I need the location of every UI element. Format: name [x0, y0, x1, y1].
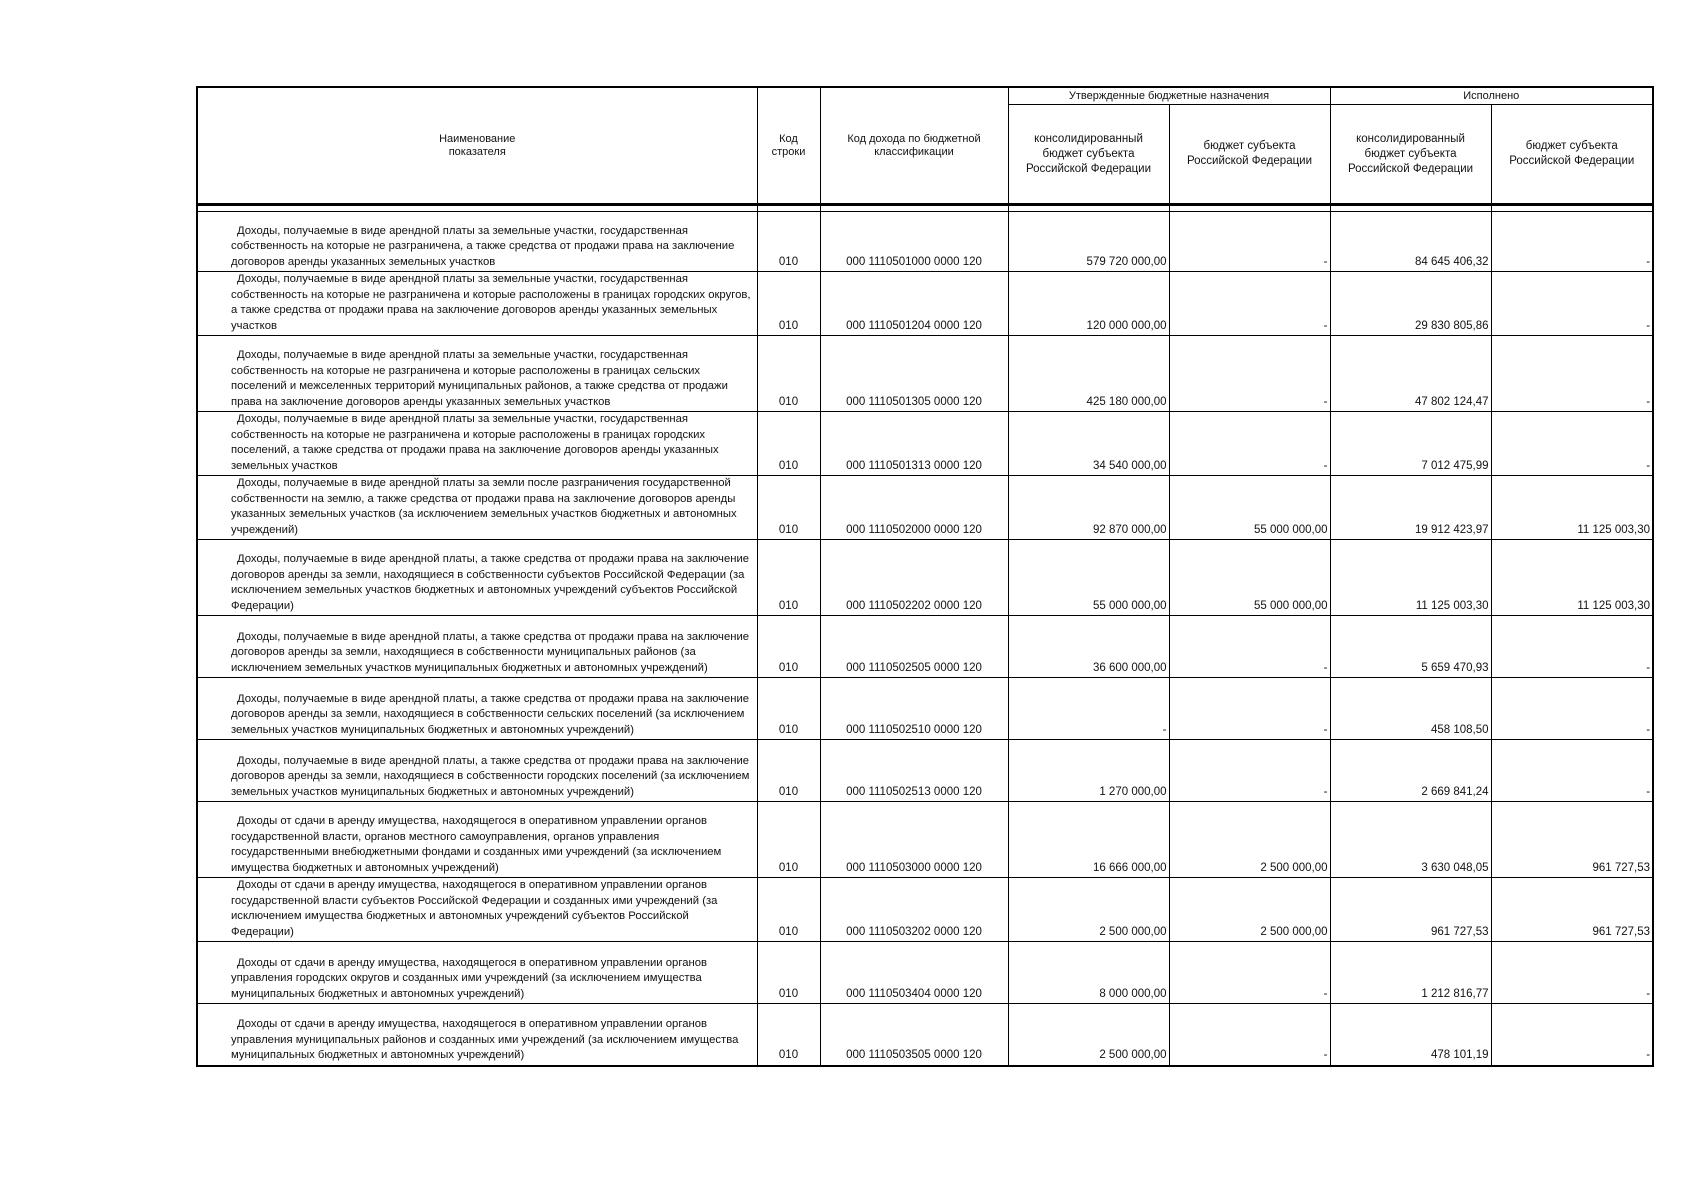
row-executed-consolidated: 47 802 124,47 — [1330, 336, 1491, 412]
table-row — [197, 212, 1653, 272]
table-row — [197, 878, 1653, 942]
row-approved-subject: - — [1169, 740, 1330, 802]
row-code: 010 — [757, 1004, 820, 1066]
row-approved-consolidated: - — [1008, 678, 1169, 740]
table-row — [197, 336, 1653, 412]
row-approved-consolidated: 34 540 000,00 — [1008, 412, 1169, 476]
row-name: Доходы, получаемые в виде арендной платы за земли после разграничения государственной собственности на землю, а также средства от продажи права на заключение договоров аренды указанных земельных участков (за исключением земельных участков бюджетных и автономных учреждений) — [197, 476, 757, 540]
row-approved-subject: - — [1169, 616, 1330, 678]
table-row — [197, 942, 1653, 1004]
header-col-code: Код строки — [757, 87, 820, 205]
row-classification-code: 000 1110502505 0000 120 — [820, 616, 1008, 678]
row-executed-consolidated: 3 630 048,05 — [1330, 802, 1491, 878]
row-name: Доходы от сдачи в аренду имущества, находящегося в оперативном управлении органов управления городских округов и созданных ими учреждений (за исключением имущества муниципальных бюджетных и автономных учреждений) — [197, 942, 757, 1004]
row-code: 010 — [757, 540, 820, 616]
table-body — [197, 205, 1653, 1066]
row-approved-consolidated: 36 600 000,00 — [1008, 616, 1169, 678]
row-executed-consolidated: 961 727,53 — [1330, 878, 1491, 942]
row-executed-subject: - — [1491, 412, 1653, 476]
row-name: Доходы, получаемые в виде арендной платы, а также средства от продажи права на заключение договоров аренды за земли, находящиеся в собственности муниципальных районов (за исключением земельных участков муниципальных бюджетных и автономных учреждений) — [197, 616, 757, 678]
row-approved-subject: 55 000 000,00 — [1169, 540, 1330, 616]
row-classification-code: 000 1110501305 0000 120 — [820, 336, 1008, 412]
row-approved-subject: - — [1169, 212, 1330, 272]
table-row — [197, 802, 1653, 878]
row-approved-subject: - — [1169, 942, 1330, 1004]
row-name: Доходы, получаемые в виде арендной платы за земельные участки, государственная собственность на которые не разграничена и которые расположены в границах городских округов, а также средства от продажи права на заключение договоров аренды указанных земельных участков — [197, 272, 757, 336]
table-row — [197, 1004, 1653, 1066]
row-classification-code: 000 1110503404 0000 120 — [820, 942, 1008, 1004]
header-group-approved: Утвержденные бюджетные назначения — [1008, 87, 1330, 105]
row-approved-consolidated: 16 666 000,00 — [1008, 802, 1169, 878]
row-executed-subject: 961 727,53 — [1491, 802, 1653, 878]
table-row — [197, 540, 1653, 616]
row-classification-code: 000 1110502513 0000 120 — [820, 740, 1008, 802]
header-col-executed-subject: бюджет субъекта Российской Федерации — [1491, 105, 1653, 205]
row-approved-subject: - — [1169, 272, 1330, 336]
header-group-executed: Исполнено — [1330, 87, 1653, 105]
row-code: 010 — [757, 802, 820, 878]
row-executed-subject: 11 125 003,30 — [1491, 540, 1653, 616]
row-executed-subject: - — [1491, 678, 1653, 740]
row-classification-code: 000 1110501204 0000 120 — [820, 272, 1008, 336]
row-approved-subject: 2 500 000,00 — [1169, 878, 1330, 942]
row-classification-code: 000 1110502510 0000 120 — [820, 678, 1008, 740]
row-code: 010 — [757, 878, 820, 942]
row-code: 010 — [757, 942, 820, 1004]
table-row — [197, 740, 1653, 802]
row-classification-code: 000 1110502000 0000 120 — [820, 476, 1008, 540]
row-executed-consolidated: 84 645 406,32 — [1330, 212, 1491, 272]
row-executed-consolidated: 2 669 841,24 — [1330, 740, 1491, 802]
row-executed-subject: - — [1491, 336, 1653, 412]
row-executed-consolidated: 7 012 475,99 — [1330, 412, 1491, 476]
row-name: Доходы, получаемые в виде арендной платы за земельные участки, государственная собственность на которые не разграничена, а также средства от продажи права на заключение договоров аренды указанных земельных участков — [197, 212, 757, 272]
row-classification-code: 000 1110501000 0000 120 — [820, 212, 1008, 272]
row-code: 010 — [757, 616, 820, 678]
row-executed-subject: - — [1491, 212, 1653, 272]
row-name: Доходы, получаемые в виде арендной платы, а также средства от продажи права на заключение договоров аренды за земли, находящиеся в собственности субъектов Российской Федерации (за исключением земельных участков бюджетных и автономных учреждений субъектов Российской Федерации) — [197, 540, 757, 616]
row-approved-consolidated: 1 270 000,00 — [1008, 740, 1169, 802]
row-approved-subject: - — [1169, 678, 1330, 740]
row-executed-consolidated: 478 101,19 — [1330, 1004, 1491, 1066]
row-name: Доходы от сдачи в аренду имущества, находящегося в оперативном управлении органов управления муниципальных районов и созданных ими учреждений (за исключением имущества муниципальных бюджетных и автономных учреждений) — [197, 1004, 757, 1066]
header-col-approved-subject: бюджет субъекта Российской Федерации — [1169, 105, 1330, 205]
row-approved-consolidated: 8 000 000,00 — [1008, 942, 1169, 1004]
row-code: 010 — [757, 212, 820, 272]
table-header — [197, 87, 1653, 205]
header-col-classif: Код дохода по бюджетной классификации — [820, 87, 1008, 205]
row-approved-subject: - — [1169, 1004, 1330, 1066]
row-approved-consolidated: 92 870 000,00 — [1008, 476, 1169, 540]
row-approved-consolidated: 120 000 000,00 — [1008, 272, 1169, 336]
row-classification-code: 000 1110501313 0000 120 — [820, 412, 1008, 476]
row-approved-subject: 2 500 000,00 — [1169, 802, 1330, 878]
row-executed-subject: 961 727,53 — [1491, 878, 1653, 942]
header-col-approved-consolidated: консолидированный бюджет субъекта Российской Федерации — [1008, 105, 1169, 205]
row-executed-consolidated: 19 912 423,97 — [1330, 476, 1491, 540]
row-executed-consolidated: 1 212 816,77 — [1330, 942, 1491, 1004]
table-row — [197, 476, 1653, 540]
row-code: 010 — [757, 272, 820, 336]
row-name: Доходы, получаемые в виде арендной платы за земельные участки, государственная собственность на которые не разграничена и которые расположены в границах городских поселений, а также средства от продажи права на заключение договоров аренды указанных земельных участков — [197, 412, 757, 476]
row-approved-consolidated: 2 500 000,00 — [1008, 878, 1169, 942]
row-approved-consolidated: 579 720 000,00 — [1008, 212, 1169, 272]
row-code: 010 — [757, 678, 820, 740]
row-name: Доходы, получаемые в виде арендной платы, а также средства от продажи права на заключение договоров аренды за земли, находящиеся в собственности городских поселений (за исключением земельных участков муниципальных бюджетных и автономных учреждений) — [197, 740, 757, 802]
row-name: Доходы от сдачи в аренду имущества, находящегося в оперативном управлении органов государственной власти субъектов Российской Федерации и созданных ими учреждений (за исключением имущества бюджетных и автономных учреждений субъектов Российской Федерации) — [197, 878, 757, 942]
row-executed-subject: - — [1491, 942, 1653, 1004]
table-row — [197, 412, 1653, 476]
table-row — [197, 678, 1653, 740]
row-name: Доходы от сдачи в аренду имущества, находящегося в оперативном управлении органов государственной власти, органов местного самоуправления, органов управления государственными внебюджетными фондами и созданных ими учреждений (за исключением имущества бюджетных и автономных учреждений) — [197, 802, 757, 878]
row-approved-subject: 55 000 000,00 — [1169, 476, 1330, 540]
table-row — [197, 616, 1653, 678]
table-row — [197, 272, 1653, 336]
header-col-name: Наименование показателя — [197, 87, 757, 205]
row-code: 010 — [757, 476, 820, 540]
row-executed-consolidated: 458 108,50 — [1330, 678, 1491, 740]
header-col-executed-consolidated: консолидированный бюджет субъекта Российской Федерации — [1330, 105, 1491, 205]
row-executed-consolidated: 11 125 003,30 — [1330, 540, 1491, 616]
revenue-report-table — [196, 86, 1654, 1067]
row-executed-subject: - — [1491, 740, 1653, 802]
row-executed-subject: - — [1491, 272, 1653, 336]
header-gap-row — [197, 205, 1653, 212]
row-executed-consolidated: 5 659 470,93 — [1330, 616, 1491, 678]
row-approved-consolidated: 55 000 000,00 — [1008, 540, 1169, 616]
row-approved-consolidated: 425 180 000,00 — [1008, 336, 1169, 412]
row-classification-code: 000 1110502202 0000 120 — [820, 540, 1008, 616]
row-classification-code: 000 1110503505 0000 120 — [820, 1004, 1008, 1066]
row-approved-subject: - — [1169, 412, 1330, 476]
row-classification-code: 000 1110503000 0000 120 — [820, 802, 1008, 878]
row-classification-code: 000 1110503202 0000 120 — [820, 878, 1008, 942]
row-executed-consolidated: 29 830 805,86 — [1330, 272, 1491, 336]
row-executed-subject: 11 125 003,30 — [1491, 476, 1653, 540]
row-code: 010 — [757, 740, 820, 802]
row-executed-subject: - — [1491, 616, 1653, 678]
row-approved-consolidated: 2 500 000,00 — [1008, 1004, 1169, 1066]
row-executed-subject: - — [1491, 1004, 1653, 1066]
row-name: Доходы, получаемые в виде арендной платы, а также средства от продажи права на заключение договоров аренды за земли, находящиеся в собственности сельских поселений (за исключением земельных участков муниципальных бюджетных и автономных учреждений) — [197, 678, 757, 740]
row-code: 010 — [757, 336, 820, 412]
row-approved-subject: - — [1169, 336, 1330, 412]
row-name: Доходы, получаемые в виде арендной платы за земельные участки, государственная собственность на которые не разграничена и которые расположены в границах сельских поселений и межселенных территорий муниципальных районов, а также средства от продажи права на заключение договоров аренды указанных земельных участков — [197, 336, 757, 412]
row-code: 010 — [757, 412, 820, 476]
